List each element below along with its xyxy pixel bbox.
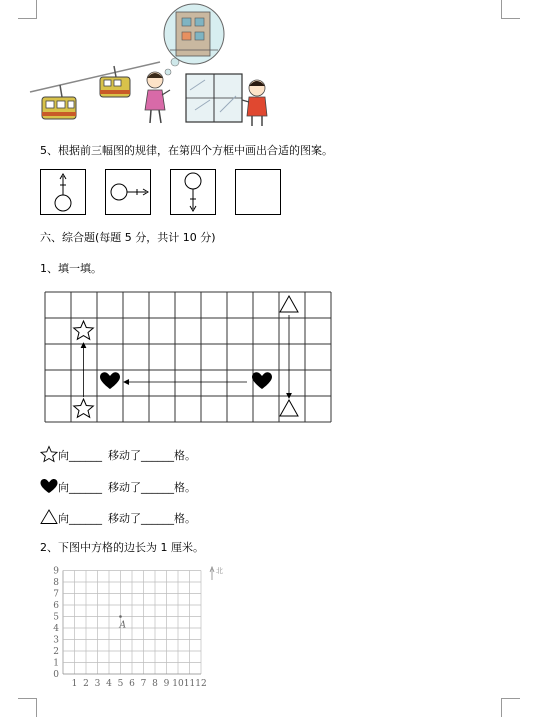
y-tick-label: 6 (53, 601, 59, 611)
boy-icon (242, 80, 267, 126)
q1-grid (40, 287, 340, 427)
x-tick-label: 6 (129, 679, 135, 689)
q1-label: 1、填一填。 (40, 262, 102, 275)
y-tick-label: 5 (53, 612, 59, 623)
fill-moved[interactable]: 移动了______ (108, 449, 174, 462)
point-a-marker (119, 615, 122, 618)
x-axis-labels (72, 679, 207, 689)
x-tick-label: 12 (195, 679, 207, 689)
y-tick-label: 9 (53, 566, 59, 577)
heart-icon (40, 478, 58, 494)
star-icon (40, 446, 58, 462)
north-label: 北 (216, 567, 223, 575)
x-tick-label: 11 (183, 679, 196, 689)
triangle-icon (40, 509, 58, 525)
fill-line-heart (40, 478, 196, 495)
x-tick-label: 7 (140, 679, 147, 689)
q5-pattern-boxes (40, 169, 340, 219)
fill-line-triangle (40, 509, 196, 526)
fill-unit: 格。 (174, 512, 196, 525)
q5-label: 5、根据前三幅图的规律，在第四个方框中画出合适的图案。 (40, 144, 333, 157)
x-tick-label: 8 (152, 679, 158, 689)
thought-bubble-building-icon (164, 4, 224, 64)
crop-mark (501, 698, 520, 717)
x-tick-label: 4 (106, 679, 112, 689)
star-icon (74, 321, 94, 339)
star-icon (74, 399, 94, 417)
pattern-box (106, 170, 151, 215)
x-tick-label: 3 (94, 679, 101, 689)
fill-line-star (40, 446, 196, 463)
section-heading: 六、综合题(每题 5 分，共计 10 分) (40, 231, 216, 244)
y-tick-label: 7 (53, 589, 59, 600)
y-tick-label: 2 (53, 647, 59, 657)
coordinate-grid (40, 560, 280, 690)
y-tick-label: 4 (53, 624, 59, 634)
q2-label: 2、下图中方格的边长为 1 厘米。 (40, 541, 204, 554)
pattern-box (171, 170, 216, 215)
answer-box[interactable] (236, 170, 281, 215)
y-axis-labels (53, 567, 59, 681)
triangle-icon (280, 296, 298, 312)
x-tick-label: 10 (172, 679, 184, 689)
fill-unit: 格。 (174, 449, 196, 462)
cable-car-icon (42, 85, 76, 119)
heart-icon (252, 372, 272, 389)
girl-icon (145, 72, 170, 123)
coordinate-grid-lines (63, 571, 201, 675)
y-tick-label: 3 (53, 635, 59, 646)
crop-mark (18, 698, 37, 717)
illustration-cable-cars-and-children (0, 0, 538, 135)
y-tick-label: 8 (53, 578, 59, 588)
fill-moved[interactable]: 移动了______ (108, 481, 174, 494)
x-tick-label: 2 (83, 679, 89, 689)
fill-moved[interactable]: 移动了______ (108, 512, 174, 525)
triangle-icon (280, 400, 298, 416)
x-tick-label: 9 (163, 679, 170, 689)
y-tick-label: 1 (53, 658, 59, 669)
fill-direction[interactable]: 向______ (58, 449, 102, 462)
y-tick-label: 0 (53, 670, 59, 680)
fill-unit: 格。 (174, 481, 196, 494)
x-tick-label: 5 (117, 679, 124, 689)
pattern-box (41, 170, 86, 215)
heart-icon (100, 372, 120, 389)
fill-direction[interactable]: 向______ (58, 512, 102, 525)
window-icon (186, 74, 242, 122)
x-tick-label: 1 (71, 679, 78, 689)
point-a-label: A (119, 620, 126, 631)
fill-direction[interactable]: 向______ (58, 481, 102, 494)
